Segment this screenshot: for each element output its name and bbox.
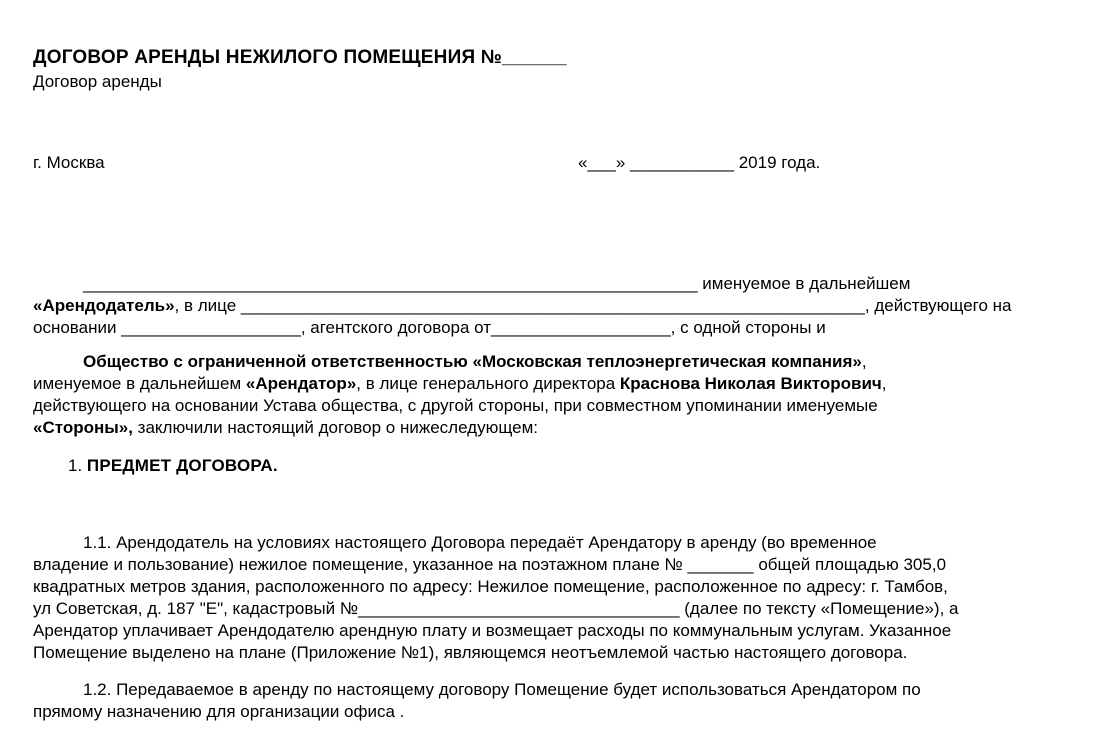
text-line	[33, 701, 921, 723]
text-segment: Краснова Николая Викторович	[619, 374, 882, 393]
text-line	[33, 295, 1012, 317]
text-line	[33, 642, 959, 664]
text-line	[33, 317, 1012, 339]
text-line	[33, 532, 959, 554]
text-line	[33, 417, 887, 439]
text-segment: , в лице	[174, 296, 241, 315]
text-segment: ул Советская, д. 187 "Е", кадастровый №__________________________________ (далее по тексту «Помещение»), а	[33, 599, 959, 618]
text-segment: ПРЕДМЕТ ДОГОВОРА.	[86, 456, 278, 475]
text-segment: ,	[881, 374, 887, 393]
text-line	[33, 351, 887, 373]
text-segment: владение и пользование) нежилое помещение, указанное на поэтажном плане № _______ общей площадью 305,0	[33, 555, 947, 574]
text-segment: заключили настоящий договор о нижеследующем:	[132, 418, 538, 437]
text-segment: именуемое в дальнейшем	[33, 374, 246, 393]
text-segment: прямому назначению для организации офиса .	[33, 702, 405, 721]
text-segment: Помещение выделено на плане (Приложение №1), являющемся неотъемлемой частью настоящего договора.	[33, 643, 908, 662]
text-segment: 1.	[68, 456, 87, 475]
text-segment: Общество с ограниченной ответственностью «Московская теплоэнергетическая компания»	[83, 352, 862, 371]
lessee-intro-paragraph	[33, 351, 887, 439]
text-segment: Арендатор уплачивает Арендодателю арендную плату и возмещает расходы по коммунальным услугам. Указанное	[33, 621, 952, 640]
clause-1-2-paragraph	[33, 679, 921, 723]
text-segment: основании ___________________, агентского договора от___________________, с одной стороны и	[33, 318, 826, 337]
text-line	[33, 395, 887, 417]
lessor-intro-block	[33, 273, 1012, 339]
city-date-row	[33, 152, 1067, 174]
city-label: г. Москва	[33, 153, 105, 172]
text-line	[33, 598, 959, 620]
text-segment: __________________________________________________________________	[240, 296, 865, 315]
text-segment: 1.1. Арендодатель на условиях настоящего Договора передаёт Арендатору в аренду (во временное	[83, 533, 877, 552]
clause-1-1-paragraph	[33, 532, 959, 664]
text-segment: действующего на основании Устава общества, с другой стороны, при совместном упоминании именуемые	[33, 396, 878, 415]
section-1-heading	[33, 455, 278, 477]
text-line	[33, 373, 887, 395]
text-line	[33, 620, 959, 642]
text-segment: «Стороны»,	[33, 418, 133, 437]
text-segment: квадратных метров здания, расположенного по адресу: Нежилое помещение, расположенное по адресу: г. Тамбов,	[33, 577, 948, 596]
text-segment: ,	[861, 352, 867, 371]
text-segment: 1.2. Передаваемое в аренду по настоящему договору Помещение будет использоваться Арендатором по	[83, 680, 921, 699]
text-segment: , в лице генерального директора	[356, 374, 620, 393]
text-line	[33, 576, 959, 598]
text-segment: «Арендатор»	[245, 374, 357, 393]
document-header	[33, 44, 567, 93]
text-segment: именуемое в дальнейшем	[697, 274, 911, 293]
date-blank-line: «___» ___________ 2019 года.	[578, 153, 821, 172]
document-title: ДОГОВОР АРЕНДЫ НЕЖИЛОГО ПОМЕЩЕНИЯ №______	[33, 47, 567, 68]
document-subtitle: Договор аренды	[33, 72, 162, 91]
text-line	[33, 679, 921, 701]
text-segment: «Арендодатель»	[33, 296, 175, 315]
text-line	[33, 273, 1012, 295]
text-segment: , действующего на	[864, 296, 1012, 315]
text-line	[33, 554, 959, 576]
text-segment: _________________________________________________________________	[83, 274, 698, 293]
text-line	[33, 455, 278, 477]
